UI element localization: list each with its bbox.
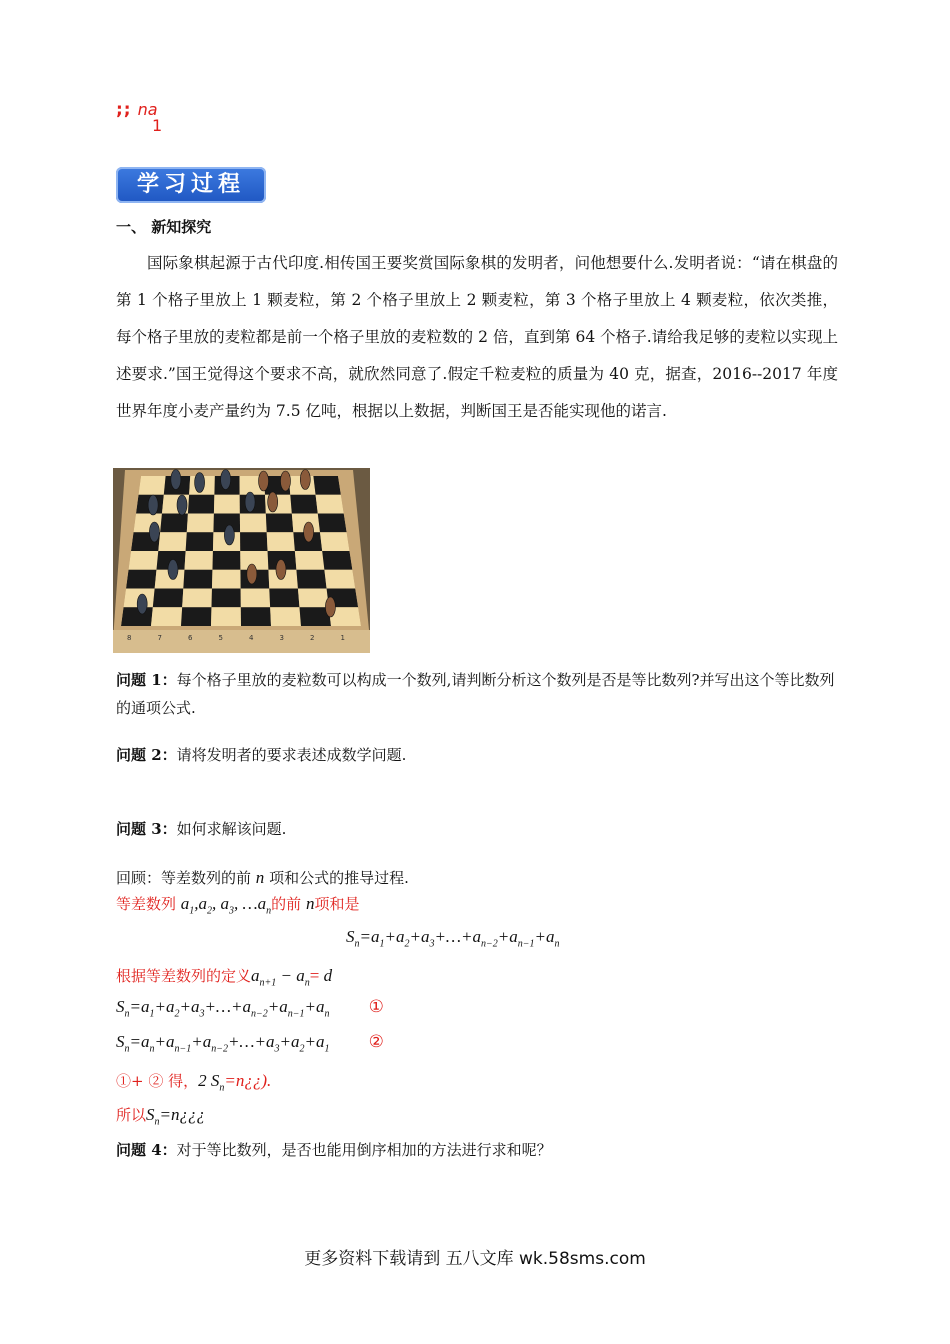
chess-piece	[195, 473, 205, 493]
chess-piece	[259, 471, 269, 491]
result-sn: $S_n$	[146, 1105, 160, 1128]
sequence-text-qian: 的前	[271, 895, 302, 913]
board-square	[318, 514, 347, 533]
board-edge-label: 8	[127, 634, 132, 642]
sum-forward	[116, 997, 384, 1019]
board-square	[241, 589, 271, 608]
board-square	[241, 607, 271, 626]
sequence-text-sum: 项和是	[314, 895, 360, 913]
chessboard-image	[113, 468, 370, 653]
board-square	[270, 607, 301, 626]
board-square	[126, 570, 156, 589]
board-square	[121, 607, 153, 626]
board-square	[139, 476, 166, 495]
review-text-a: 回顾：等差数列的前	[116, 869, 252, 887]
sum-forward-formula: $S_n=a_1+a_2+a_3+\dots+a_{n-2}+a_{n-1}+a_n$	[116, 997, 330, 1020]
chess-piece	[171, 470, 181, 490]
review-line	[116, 864, 838, 892]
board-square	[153, 589, 183, 608]
board-square	[181, 607, 211, 626]
board-square	[212, 570, 241, 589]
intro-paragraph: 国际象棋起源于古代印度.相传国王要奖赏国际象棋的发明者，问他想要什么.发明者说：“请在棋盘的第 1 个格子里放上 1 颗麦粒，第 2 个格子里放上 2 颗麦粒，第 3 个格子里放上 4 颗麦粒，依次类推，每个格子里放的麦粒都是前一个格子里放的麦粒数的 2 倍，直到第 64 个格子.请给我足够的麦粒以实现上述要求.”国王觉得这个要求不高，就欣然同意了.假定千粒麦粒的质量为 40 克，据查，2016--2017 年度世界年度小麦产量约为 7.5 亿吨，根据以上数据，判断国王是否能实现他的诺言.	[116, 254, 838, 420]
board-square	[320, 532, 350, 551]
result-rest: =n¿¿¿	[159, 1105, 205, 1124]
result-line	[116, 1101, 838, 1136]
board-square	[266, 514, 294, 533]
board-square	[214, 495, 240, 514]
question-4-text: 对于等比数列，是否也能用倒序相加的方法进行求和呢？	[176, 1141, 552, 1159]
sum-formula: $S_n=a_1+a_2+a_3+\dots+a_{n-2}+a_{n-1}+a_n$	[346, 927, 560, 950]
board-square	[295, 551, 325, 570]
question-1	[116, 666, 838, 722]
board-square	[160, 514, 188, 533]
board-square	[158, 532, 186, 551]
chess-piece	[148, 495, 158, 515]
board-square	[187, 514, 214, 533]
board-square	[324, 570, 355, 589]
chess-piece	[137, 594, 147, 614]
sequence-label: 等差数列	[116, 895, 177, 913]
board-square	[298, 589, 329, 608]
fragment-na: na	[137, 100, 158, 119]
chess-piece	[304, 522, 314, 542]
chess-piece	[224, 525, 234, 545]
board-square	[182, 589, 212, 608]
question-3-label: 问题 3：	[116, 820, 177, 838]
review-n: n	[255, 868, 265, 887]
combine-rest: =n¿¿).	[224, 1071, 272, 1090]
board-square	[212, 551, 240, 570]
result-text: 所以	[116, 1106, 147, 1124]
combine-text: ①+ ② 得，	[116, 1072, 199, 1090]
board-square	[316, 495, 344, 514]
combine-formula: 2 $S_n$	[198, 1071, 225, 1094]
board-square	[184, 551, 212, 570]
section-banner: 学习过程	[116, 167, 266, 203]
board-square	[267, 532, 295, 551]
board-edge-label: 1	[340, 634, 345, 642]
header-fragment	[116, 100, 163, 135]
board-edge-label: 3	[279, 634, 284, 642]
review-text-b: 项和公式的推导过程.	[269, 869, 409, 887]
definition-text: 根据等差数列的定义	[116, 967, 252, 985]
board-square	[129, 551, 159, 570]
board-square	[188, 495, 214, 514]
definition-formula: $a_{n+1} - a_n= d$	[251, 966, 333, 989]
chess-piece	[168, 560, 178, 580]
chess-piece	[247, 564, 257, 584]
circle-two: ②	[368, 1032, 384, 1052]
board-square	[269, 589, 299, 608]
question-3-text: 如何求解该问题.	[176, 820, 287, 838]
question-3	[116, 815, 838, 843]
arithmetic-sequence-line	[116, 890, 838, 925]
board-square	[240, 514, 267, 533]
sequence-n: n	[305, 894, 315, 913]
board-edge-label: 4	[249, 634, 254, 642]
question-2-label: 问题 2：	[116, 746, 177, 764]
chess-piece	[245, 492, 255, 512]
chess-piece	[268, 492, 278, 512]
sum-reverse	[116, 1032, 384, 1054]
board-edge-label: 6	[188, 634, 193, 642]
chess-piece	[325, 597, 335, 617]
question-2-text: 请将发明者的要求表述成数学问题.	[176, 746, 407, 764]
chess-piece	[221, 470, 231, 490]
question-1-text: 每个格子里放的麦粒数可以构成一个数列,请判断分析这个数列是否是等比数列?并写出这个等比数列的通项公式.	[116, 671, 835, 717]
board-square	[313, 476, 341, 495]
board-square	[290, 495, 318, 514]
chess-piece	[149, 522, 159, 542]
fragment-semicolons: ;;	[116, 100, 132, 120]
chess-piece	[276, 560, 286, 580]
question-1-label: 问题 1：	[116, 671, 177, 689]
chess-piece	[177, 495, 187, 515]
question-4	[116, 1136, 838, 1164]
sum-reverse-formula: $S_n=a_n+a_{n-1}+a_{n-2}+\dots+a_3+a_2+a_1$	[116, 1032, 330, 1055]
board-square	[186, 532, 214, 551]
board-edge-label: 5	[218, 634, 223, 642]
definition-line	[116, 962, 838, 997]
question-4-label: 问题 4：	[116, 1141, 177, 1159]
board-square	[211, 589, 240, 608]
board-edge-label: 7	[157, 634, 162, 642]
section-heading: 一、 新知探究	[116, 218, 212, 236]
combine-2s: 2 S	[198, 1071, 220, 1090]
fragment-subscript: 1	[152, 116, 163, 135]
board-square	[211, 607, 241, 626]
board-square	[322, 551, 352, 570]
chess-piece	[300, 470, 310, 490]
chessboard-illustration	[113, 468, 370, 653]
board-square	[296, 570, 326, 589]
chess-piece	[280, 471, 290, 491]
combine-line	[116, 1067, 838, 1102]
board-edge-label: 2	[310, 634, 315, 642]
board-square	[240, 532, 268, 551]
sequence-terms: $a_1,a_2$, $a_3$, $\dots a_n$	[180, 894, 272, 917]
board-square	[183, 570, 212, 589]
question-2	[116, 741, 838, 769]
circle-one: ①	[368, 997, 384, 1017]
footer-text: 更多资料下载请到 五八文库 wk.58sms.com	[304, 1249, 646, 1269]
board-square	[151, 607, 182, 626]
